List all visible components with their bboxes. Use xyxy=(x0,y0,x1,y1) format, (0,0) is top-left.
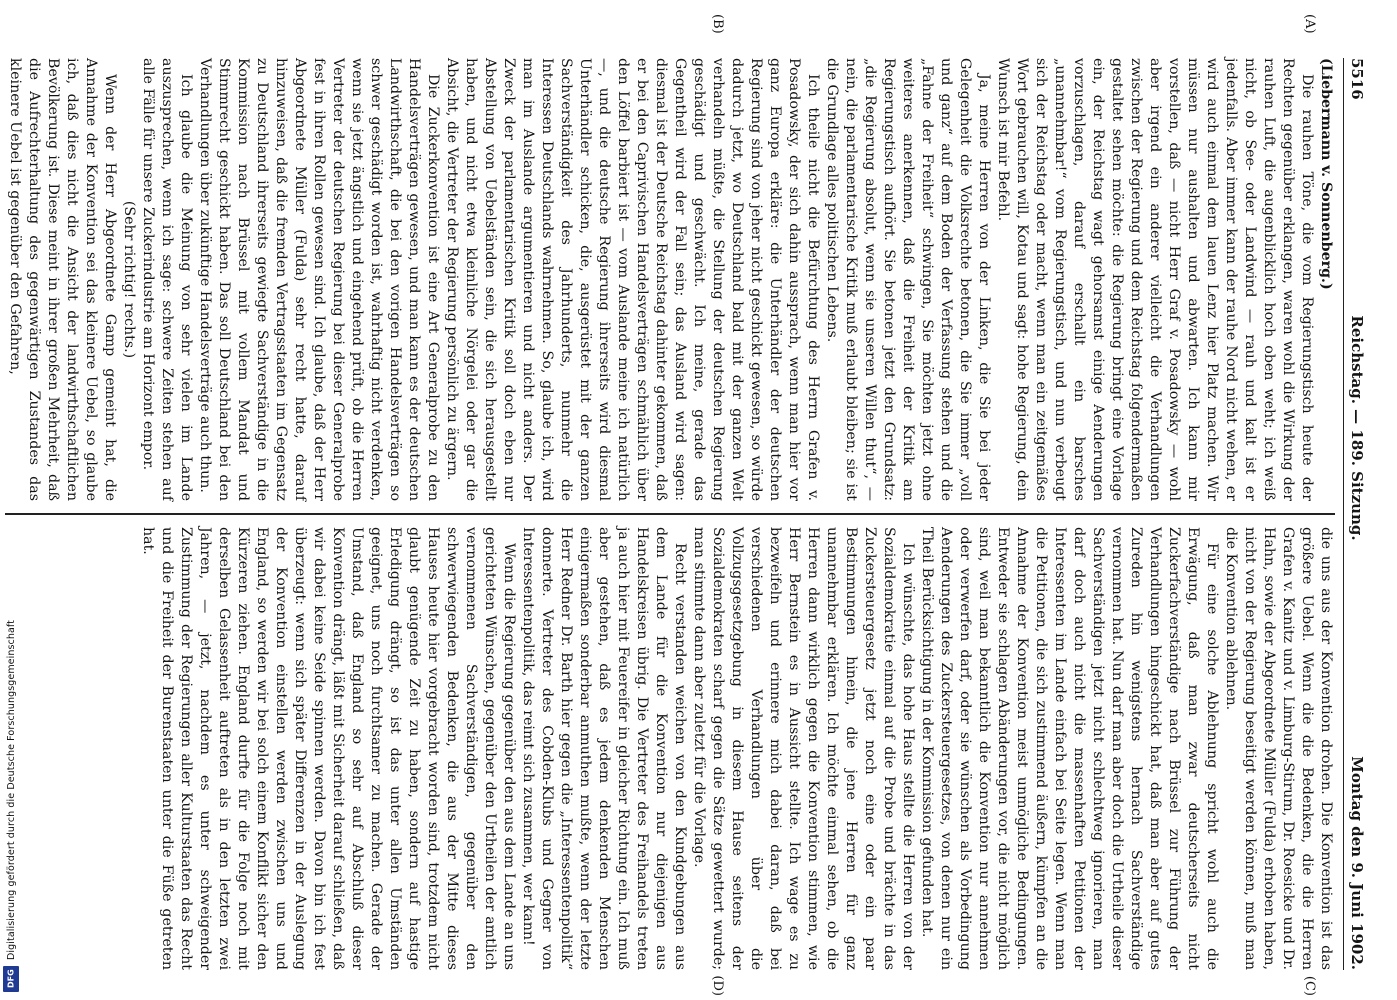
interjection: (Sehr richtig! rechts.) xyxy=(121,200,137,359)
speaker-name: (Liebermann v. Sonnenberg.) xyxy=(1318,58,1334,290)
paragraph: Die Zuckerkonvention ist eine Art Generalprobe zu den Handelsverträgen gewesen, und man kann es der deutschen Landwirthschaft, die bei den vorigen Handelsverträgen so schwer geschädigt worden ist, wahrhaftig nicht verdenken, wenn sie jetzt ängstlich und eingehend prüft, ob die Herren Vertreter der deutschen Regierung bei dieser Generalprobe fest in ihren Rollen gewesen sind. Ich glaube, daß der Herr Abgeordnete Müller (Fulda) sehr recht hatte, darauf hinzuweisen, daß die fremden Vertragsstaaten im Gegensatz zu Deutschland ihrerseits gewiegte Sachverständige in die Kommission nach Brüssel mit vollem Mandat und Stimmrecht geschickt haben. Das soll Deutschland bei den Verhandlungen über zukünftige Handelsverträge auch thun. xyxy=(197,58,441,501)
paragraph: Die rauhen Töne, die vom Regierungstisch heute der Rechten gegenüber erklangen, waren wohl die Wirkung der rauhen Luft, die augenblicklich hoch oben weht; ich weiß nicht, ob See- oder Landwind — rauh und kalt ist er jedenfalls. Aber immer kann der rauhe Nord nicht wehen, er wird auch einmal dem lauen Lenz hier Platz machen. Wir müssen nur aushalten und abwarten. Ich kann mir vorstellen, daß — nicht Herr Graf v. Posadowsky — wohl aber irgend ein anderer vielleicht die Verhandlungen zwischen der Regierung und dem Reichstag folgendermaßen gestaltet sehen möchte: die Regierung bringt eine Vorlage ein, der Reichstag wagt gehorsamst einige Aenderungen vorzuschlagen, darauf erschallt ein barsches „unannehmbar!“ vom Regierungstisch, und nun verbeugt sich der Reichstag oder macht, wenn man ein zeitgemäßes Wort gebrauchen will, Kotau und sagt: hohe Regierung, dein Wunsch ist mir Befehl. xyxy=(995,58,1315,501)
column-rule xyxy=(5,513,1335,515)
paragraph: Wenn die Regierung gegenüber den aus dem Lande an uns gerichteten Wünschen, gegenüber den Urtheilen der amtlich vernommenen Sachverständigen, gegenüber den schwerwiegenden Bedenken, die aus der Mitte dieses Hauses heute hier vorgebracht worden sind, trotzdem nicht glaubt genügende Zeit zu haben, sondern auf hastige Erledigung drängt, so ist das unter allen Umständen geeignet, uns noch furchtsamer zu machen. Gerade der Umstand, daß England so sehr auf Abschluß dieser Konvention drängt, läßt mit Sicherheit darauf schließen, daß wir dabei keine Seide spinnen werden. Davon bin ich fest überzeugt: wenn sich später Differenzen in der Auslegung der Konvention einstellen werden zwischen uns und England, so werden wir bei solch einem Konflikt sicher den Kürzeren ziehen. England durfte für die Folge noch mit derselben Gelassenheit auftreten als in den letzten zwei Jahren, — jetzt, nachdem es unter schweigender Zustimmung der Regierungen aller Kulturstaaten das Recht und die Freiheit der Burenstaaten unter die Füße getreten hat. xyxy=(140,527,517,970)
paragraph: Für eine solche Ablehnung spricht wohl auch die Erwägung, daß man zwar deutscherseits nicht Zuckerfachverständige nach Brüssel zur Führung der Verhandlungen hingeschickt hat, daß man aber auf gutes Zureden hin wenigstens hernach Sachverständige vernommen hat. Nun darf man aber doch die Urtheile dieser Sachverständigen jetzt nicht schlechtweg ignorieren, man darf doch auch nicht die massenhaften Petitionen der Interessenten im Lande einfach bei Seite legen. Wenn man die Petitionen, die sich zustimmend äußern, kümpfen an die Annahme der Konvention meist unmögliche Bedingungen. Entweder sie schlagen Abänderungen vor, die nicht möglich sind, weil man bekanntlich die Konvention nur annehmen oder verwerfen darf, oder sie wünschen als Vorbedingung Aenderungen des Zuckersteuergesetzes, von denen nur ein Theil Berücksichtigung in der Kommission gefunden hat. xyxy=(919,527,1220,970)
right-column xyxy=(5,527,1335,970)
paragraph: Ich theile nicht die Befürchtung des Herrn Grafen v. Posadowsky, der sich dahin aussprach, wenn man hier vor ganz Europa erkläre: die Unterhändler der deutschen Regierung sind von jeher nicht geschickt gewesen, so würde dadurch jetzt, wo Deutschland bald mit der ganzen Welt verhandeln müßte, die Stellung der deutschen Regierung geschädigt und geschwächt. Ich meine, gerade das Gegentheil wird der Fall sein; das Ausland wird sagen: diesmal ist der Deutsche Reichstag dahinter gekommen, daß er bei den Caprivischen Handelsverträgen schmählich über den Löffel barbiert ist — vom Auslande meine ich natürlich —, und die deutsche Regierung ihrerseits wird diesmal Unterhändler schicken, die, ausgerüstet mit der ganzen Sachverständigkeit des Jahrhunderts, nunmehr die Interessen Deutschlands wahrnehmen. So, glaube ich, wird man im Auslande argumentieren und nicht anders. Der Zweck der parlamentarischen Kritik soll doch eben nur Abstellung von Uebelständen sein, die sich herausgestellt haben, und nicht etwa kleinliche Nörgelei oder gar die Absicht, die Vertreter der Regierung persönlich zu ärgern. xyxy=(444,58,821,501)
paragraph: Wenn der Herr Abgeordnete Gamp gemeint hat, die Annahme der Konvention sei das kleinere Uebel, so glaube ich, daß dies nicht die Ansicht der landwirthschaftlichen Bevölkerung ist. Diese meint in ihrer großen Mehrheit, daß die Aufrechterhaltung des gegenwärtigen Zustandes das kleinere Uebel ist gegenüber den Gefahren, xyxy=(7,58,118,501)
page-number: 5516 xyxy=(1348,58,1366,100)
paragraph: Recht verstanden weichen von den Kundgebungen aus dem Lande für die Konvention nur diejenigen aus Handelskreisen übrig. Die Vertreter des Freihandels treten ja auch hier mit Feuereifer in gleicher Richtung ein. Ich muß aber gestehen, daß es jedem denkenden Menschen einigermaßen sonderbar anmuthen mußte, wenn der letzte Herr Redner Dr. Barth hier gegen die „Interessentenpolitik“ donnerte. Vertreter des Cobden-Klubs und Gegner von Interessentenpolitik, das reimt sich zusammen, wer kann! xyxy=(520,527,688,970)
paragraph: Ich glaube die Meinung von sehr vielen im Lande auszusprechen, wenn ich sage: schwere Zeiten stehen auf alle Fälle für unsere Zuckerindustrie am Horizont empor. xyxy=(140,58,194,501)
margin-mark-d: (D) xyxy=(710,975,725,996)
left-column xyxy=(5,58,1335,501)
page-title: Reichstag. — 189. Sitzung. xyxy=(1348,315,1366,541)
dfg-logo: DFG xyxy=(3,966,19,992)
paragraph: Ich wünschte, das hohe Haus stellte die Herren von der Sozialdemokratie einmal auf die Probe und brächte in das Zuckersteuergesetz jetzt noch eine oder ein paar Bestimmungen hinein, die jene Herren für ganz unannehmbar erklären. Ich möchte einmal sehen, ob die Herren dann wirklich gegen die Konvention stimmen, wie Herr Bernstein es in Aussicht stellte. Ich wage es zu bezweifeln und erinnere mich dabei daran, daß bei verschiedenen Verhandlungen über die Vollzugsgesetzgebung in diesem Hause seitens der Sozialdemokraten scharf gegen die Sätze gewettert wurde; man stimmte dann aber zuletzt für die Vorlage. xyxy=(691,527,916,970)
margin-mark-b: (B) xyxy=(710,14,725,34)
running-head xyxy=(1343,58,1366,970)
paragraph: die uns aus der Konvention drohen. Die Konvention ist das größere Uebel. Wenn die die Bedenken, die die Herren Grafen v. Kanitz und v. Limburg-Stirum, Dr. Roesicke und Dr. Hahn, sowie der Abgeordnete Müller (Fulda) erhoben haben, nicht von der Regierung beseitigt werden können, muß man die Konvention ablehnen. xyxy=(1223,527,1334,970)
margin-mark-c: (C) xyxy=(1302,975,1317,996)
paragraph: Ja, meine Herren von der Linken, die Sie bei jeder Gelegenheit die Volksrechte betonen, die Sie immer „voll und ganz“ auf dem Boden der Verfassung stehen und die „Fahne der Freiheit“ schwingen, Sie möchten jetzt ohne weiteres anerkennen, daß die Freiheit der Kritik am Regierungstisch aufhört. Sie betonen jetzt den Grundsatz: „die Regierung absolut, wenn sie unseren Willen thut“, — nein, die parlamentarische Kritik muß erlaubt bleiben; sie ist die Grundlage alles politischen Lebens. xyxy=(824,58,992,501)
session-date: Montag den 9. Juni 1902. xyxy=(1348,756,1366,970)
funding-note: Digitalisierung gefördert durch die Deutsche Forschungsgemeinschaft xyxy=(5,620,17,960)
margin-mark-a: (A) xyxy=(1302,14,1317,34)
